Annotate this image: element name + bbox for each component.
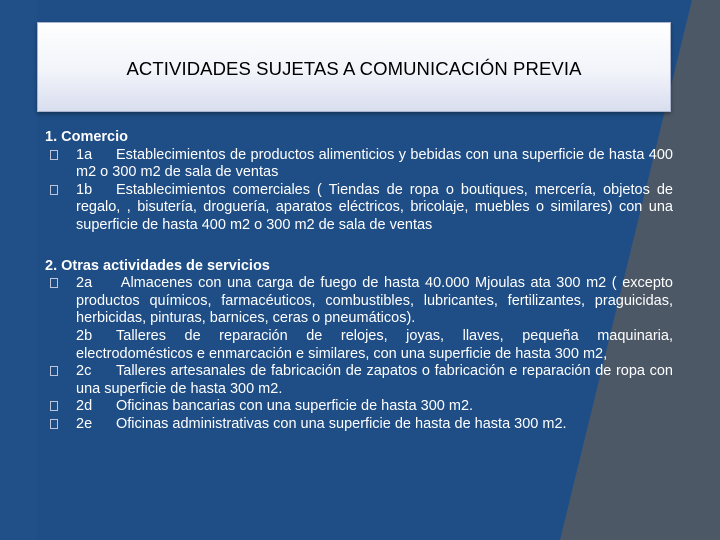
square-bullet-icon bbox=[50, 366, 58, 376]
list-item bbox=[45, 416, 673, 434]
list-item bbox=[45, 363, 673, 398]
square-bullet-icon bbox=[50, 278, 58, 288]
list-item bbox=[45, 147, 673, 182]
item-code: 2a bbox=[76, 275, 93, 292]
square-bullet-icon bbox=[50, 419, 58, 429]
list-item bbox=[45, 398, 673, 416]
list-item bbox=[45, 182, 673, 235]
item-text: Almacenes con una carga de fuego de hasta 40.000 Mjoulas ata 300 m2 ( excepto productos químicos, farmacéuticos, combustibles, lubricantes, fertilizantes, praguicidas, herbicidas, pinturas, barnices, ceras o pneumáticos). bbox=[76, 275, 673, 327]
item-text: Establecimientos de productos alimenticios y bebidas con una superficie de hasta 400 m2 o 300 m2 de sala de ventas bbox=[76, 146, 673, 181]
square-bullet-icon bbox=[50, 185, 58, 195]
slide-title: ACTIVIDADES SUJETAS A COMUNICACIÓN PREVIA bbox=[126, 58, 582, 79]
list-item bbox=[45, 275, 673, 328]
item-text: Oficinas administrativas con una superficie de hasta de hasta 300 m2. bbox=[116, 415, 567, 432]
item-text: Talleres de reparación de relojes, joyas, llaves, pequeña maquinaria, electrodomésticos e enmarcación e similares, con una superficie de hasta 300 m2, bbox=[76, 327, 673, 362]
section-heading: 2. Otras actividades de servicios bbox=[45, 257, 270, 274]
square-bullet-icon bbox=[50, 401, 58, 411]
item-text: Talleres artesanales de fabricación de zapatos o fabricación e reparación de ropa con una superficie de hasta 300 m2. bbox=[76, 363, 673, 397]
square-bullet-icon bbox=[50, 150, 58, 160]
item-code: 1b bbox=[76, 181, 93, 198]
item-code: 2b bbox=[76, 327, 93, 344]
left-margin-band bbox=[0, 0, 37, 540]
item-code: 2d bbox=[76, 398, 93, 415]
section-commerce bbox=[45, 129, 673, 235]
item-code: 1a bbox=[76, 146, 93, 163]
item-code: 2e bbox=[76, 415, 93, 432]
list-item-no-bullet bbox=[45, 328, 673, 363]
slide-content bbox=[45, 129, 673, 434]
title-box bbox=[37, 22, 671, 112]
item-code: 2c bbox=[76, 363, 92, 380]
item-text: Oficinas bancarias con una superficie de hasta 300 m2. bbox=[116, 398, 474, 415]
section-services bbox=[45, 258, 673, 434]
section-heading: 1. Comercio bbox=[45, 129, 128, 145]
item-text: Establecimientos comerciales ( Tiendas de ropa o boutiques, mercería, objetos de regalo, , bisutería, droguería, aparatos eléctricos, bricolaje, muebles o similares) con una superficie de hasta 400 m2 o 300 m2 de sala de ventas bbox=[76, 181, 673, 233]
